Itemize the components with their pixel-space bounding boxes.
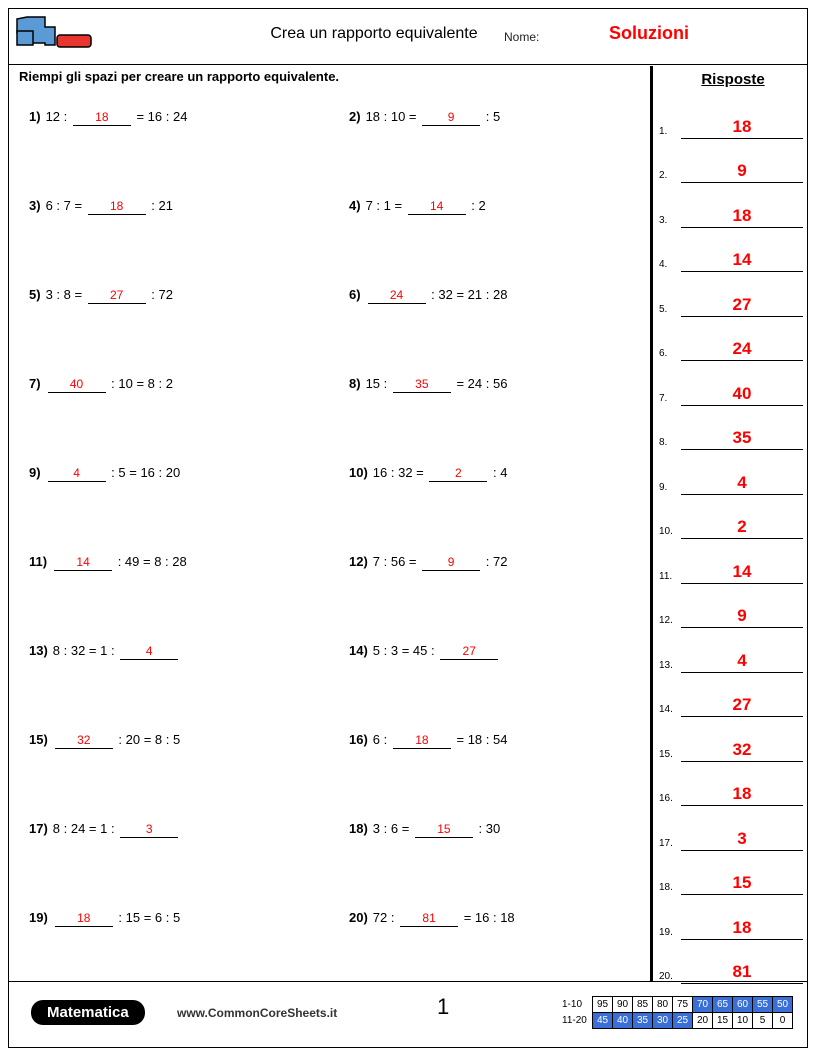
problem-number: 1) — [29, 109, 41, 124]
score-cell: 30 — [653, 1013, 673, 1029]
problem-8 — [349, 376, 507, 393]
problem-suffix: : 2 — [467, 198, 486, 213]
problem-17 — [29, 821, 180, 838]
answer-row — [659, 673, 807, 718]
problem-suffix: = 16 : 18 — [460, 910, 515, 925]
answer-value[interactable]: 81 — [732, 962, 752, 981]
answer-blank[interactable]: 18 — [393, 733, 451, 749]
answer-value[interactable]: 27 — [732, 695, 752, 714]
answer-row — [659, 495, 807, 540]
answer-row — [659, 940, 807, 985]
problem-prefix: 18 : 10 = — [365, 109, 421, 124]
score-cell: 0 — [773, 1013, 793, 1029]
problem-number: 5) — [29, 287, 41, 302]
answer-value[interactable]: 4 — [737, 472, 747, 492]
answer-value[interactable]: 2 — [737, 517, 747, 536]
answer-value[interactable]: 24 — [732, 339, 752, 358]
answer-row — [659, 851, 807, 896]
problem-suffix: : 72 — [147, 287, 173, 302]
score-cell: 35 — [633, 1013, 653, 1029]
problem-number: 13) — [29, 643, 48, 658]
answer-blank[interactable]: 27 — [88, 288, 146, 304]
problem-number: 17) — [29, 821, 48, 836]
score-cell: 90 — [613, 997, 633, 1013]
problem-number: 14) — [349, 643, 368, 658]
score-cell: 80 — [653, 997, 673, 1013]
answer-row — [659, 228, 807, 273]
answer-value[interactable]: 18 — [732, 116, 752, 136]
problem-11 — [29, 554, 187, 571]
problem-prefix: 6 : 7 = — [45, 198, 86, 213]
score-row-1-label: 1-10 — [562, 999, 583, 1010]
problem-suffix: : 20 = 8 : 5 — [114, 732, 181, 747]
problem-9 — [29, 465, 180, 482]
answer-index: 20. — [659, 971, 673, 982]
answer-index: 7. — [659, 392, 668, 404]
answer-index: 11. — [659, 570, 673, 582]
answer-row — [659, 762, 807, 807]
plus-puzzle-logo-icon — [13, 13, 93, 57]
problem-number: 11) — [29, 554, 48, 569]
answer-value[interactable]: 18 — [732, 205, 752, 225]
problem-suffix: : 5 — [482, 109, 501, 124]
answer-value[interactable]: 18 — [732, 784, 752, 803]
answer-blank[interactable]: 32 — [55, 733, 113, 749]
answer-blank[interactable]: 24 — [368, 288, 426, 304]
problem-16 — [349, 732, 507, 749]
problem-19 — [29, 910, 180, 927]
problem-suffix: = 16 : 24 — [132, 109, 188, 124]
answer-blank[interactable]: 40 — [48, 377, 106, 393]
score-cell: 15 — [713, 1013, 733, 1029]
answer-blank[interactable]: 2 — [429, 466, 487, 482]
answer-value[interactable]: 35 — [732, 428, 752, 447]
answer-row — [659, 450, 807, 495]
answer-index: 15. — [659, 748, 673, 760]
score-cell: 70 — [693, 997, 713, 1013]
subject-badge: Matematica — [31, 1000, 145, 1025]
answer-value[interactable]: 3 — [737, 828, 747, 848]
problem-suffix: : 49 = 8 : 28 — [114, 554, 187, 569]
score-cell: 55 — [753, 997, 773, 1013]
problems-area — [9, 91, 641, 981]
problem-suffix: : 30 — [474, 821, 501, 836]
problem-prefix: 3 : 8 = — [45, 287, 86, 302]
answer-row — [659, 406, 807, 451]
answer-value[interactable]: 32 — [732, 739, 752, 759]
problem-prefix: 3 : 6 = — [372, 821, 413, 836]
problem-number: 12) — [349, 554, 368, 569]
problem-suffix: : 10 = 8 : 2 — [107, 376, 173, 391]
score-cell: 45 — [593, 1013, 613, 1029]
answer-value[interactable]: 15 — [732, 873, 752, 892]
problem-6 — [349, 287, 507, 304]
answer-row — [659, 317, 807, 362]
score-cell: 10 — [733, 1013, 753, 1029]
problem-number: 4) — [349, 198, 361, 213]
answers-title: Risposte — [701, 71, 765, 88]
problem-13 — [29, 643, 180, 660]
problem-prefix: 8 : 24 = 1 : — [52, 821, 119, 836]
problem-prefix: 8 : 32 = 1 : — [52, 643, 119, 658]
answer-index: 5. — [659, 303, 668, 315]
answer-blank[interactable]: 3 — [120, 822, 178, 838]
problem-suffix: : 21 — [147, 198, 173, 213]
problem-suffix: : 32 = 21 : 28 — [427, 287, 508, 302]
score-cell: 65 — [713, 997, 733, 1013]
answer-index: 4. — [659, 259, 668, 270]
problem-suffix: = 24 : 56 — [452, 376, 508, 391]
score-cell: 40 — [613, 1013, 633, 1029]
answer-index: 12. — [659, 615, 673, 626]
answer-blank[interactable]: 15 — [415, 822, 473, 838]
answer-row — [659, 895, 807, 940]
problem-number: 15) — [29, 732, 48, 747]
problem-number: 3) — [29, 198, 41, 213]
name-label: Nome: — [504, 30, 540, 44]
answer-value[interactable]: 14 — [732, 250, 752, 269]
answer-row — [659, 183, 807, 228]
problem-4 — [349, 198, 486, 215]
answer-row — [659, 584, 807, 629]
problem-number: 8) — [349, 376, 361, 391]
score-cell: 50 — [773, 997, 793, 1013]
answer-row — [659, 361, 807, 406]
answer-blank[interactable]: 18 — [73, 110, 131, 126]
score-cell: 60 — [733, 997, 753, 1013]
score-cell: 20 — [693, 1013, 713, 1029]
answer-blank[interactable]: 4 — [120, 644, 178, 660]
answer-blank[interactable]: 81 — [400, 911, 458, 927]
answer-blank[interactable]: 9 — [422, 110, 480, 126]
problem-number: 19) — [29, 910, 48, 925]
problem-1 — [29, 109, 187, 126]
page-header — [9, 9, 807, 65]
answer-row — [659, 628, 807, 673]
answer-blank[interactable]: 35 — [393, 377, 451, 393]
answer-index: 14. — [659, 704, 673, 715]
problem-prefix: 16 : 32 = — [372, 465, 428, 480]
score-row-2-label: 11-20 — [562, 1015, 587, 1026]
score-row-2 — [561, 1013, 793, 1029]
score-cell: 95 — [593, 997, 613, 1013]
answer-value[interactable]: 18 — [732, 917, 752, 937]
problem-number: 9) — [29, 465, 41, 480]
problem-7 — [29, 376, 173, 393]
problem-suffix: : 15 = 6 : 5 — [114, 910, 181, 925]
problem-prefix: 12 : — [45, 109, 71, 124]
problem-14 — [349, 643, 500, 660]
answer-index: 1. — [659, 125, 668, 137]
problem-number: 16) — [349, 732, 368, 747]
answer-index: 18. — [659, 882, 673, 893]
answer-value[interactable]: 4 — [737, 650, 747, 670]
worksheet-page — [8, 8, 808, 1048]
answer-row — [659, 539, 807, 584]
answer-value[interactable]: 9 — [737, 161, 747, 180]
answer-blank[interactable]: 18 — [55, 911, 113, 927]
answer-value[interactable]: 40 — [732, 383, 752, 403]
answer-value[interactable]: 27 — [732, 294, 752, 314]
answer-row — [659, 272, 807, 317]
answer-row — [659, 139, 807, 184]
answer-blank[interactable]: 18 — [88, 199, 146, 215]
problem-number: 18) — [349, 821, 368, 836]
answer-blank[interactable]: 4 — [48, 466, 106, 482]
answer-blank[interactable]: 27 — [440, 644, 498, 660]
problem-5 — [29, 287, 173, 304]
answer-blank[interactable]: 9 — [422, 555, 480, 571]
answer-index: 13. — [659, 659, 673, 671]
problem-suffix: : 5 = 16 : 20 — [107, 465, 181, 480]
problem-12 — [349, 554, 507, 571]
problem-prefix: 5 : 3 = 45 : — [372, 643, 439, 658]
answers-column — [659, 71, 807, 984]
answer-value[interactable]: 14 — [732, 561, 752, 581]
problem-20 — [349, 910, 515, 927]
problem-prefix: 15 : — [365, 376, 391, 391]
answer-blank[interactable]: 14 — [408, 199, 466, 215]
problem-18 — [349, 821, 500, 838]
answer-key-label: Soluzioni — [609, 23, 689, 43]
answer-index: 3. — [659, 214, 668, 226]
answer-index: 19. — [659, 926, 673, 938]
answer-index: 17. — [659, 837, 673, 849]
problem-prefix: 6 : — [372, 732, 391, 747]
score-cell: 75 — [673, 997, 693, 1013]
page-number: 1 — [437, 994, 450, 1019]
problem-suffix: : 72 — [482, 554, 508, 569]
answer-blank[interactable]: 14 — [54, 555, 112, 571]
answer-index: 16. — [659, 793, 673, 804]
score-cell: 25 — [673, 1013, 693, 1029]
website-url: www.CommonCoreSheets.it — [177, 1006, 338, 1020]
problem-suffix: : 4 — [489, 465, 508, 480]
problem-2 — [349, 109, 500, 126]
answer-value[interactable]: 9 — [737, 606, 747, 625]
problem-15 — [29, 732, 180, 749]
column-divider — [650, 66, 653, 981]
problem-10 — [349, 465, 507, 482]
answer-index: 2. — [659, 170, 668, 181]
problem-number: 20) — [349, 910, 368, 925]
answer-index: 6. — [659, 348, 668, 359]
problem-prefix: 72 : — [372, 910, 399, 925]
answer-row — [659, 717, 807, 762]
answer-index: 8. — [659, 437, 668, 448]
problem-prefix: 7 : 56 = — [372, 554, 421, 569]
score-row-1 — [561, 997, 793, 1013]
problem-suffix: = 18 : 54 — [452, 732, 508, 747]
problem-prefix: 7 : 1 = — [365, 198, 406, 213]
page-title: Crea un rapporto equivalente — [270, 25, 478, 42]
page-footer — [9, 981, 807, 1047]
problem-number: 10) — [349, 465, 368, 480]
problem-number: 7) — [29, 376, 41, 391]
instructions-text: Riempi gli spazi per creare un rapporto equivalente. — [19, 69, 340, 84]
answer-row — [659, 94, 807, 139]
answer-row — [659, 806, 807, 851]
problem-number: 6) — [349, 287, 361, 302]
answer-index: 9. — [659, 481, 668, 493]
problem-3 — [29, 198, 173, 215]
score-cell: 5 — [753, 1013, 773, 1029]
answer-index: 10. — [659, 526, 673, 537]
score-table — [561, 996, 793, 1029]
score-cell: 85 — [633, 997, 653, 1013]
problem-number: 2) — [349, 109, 361, 124]
